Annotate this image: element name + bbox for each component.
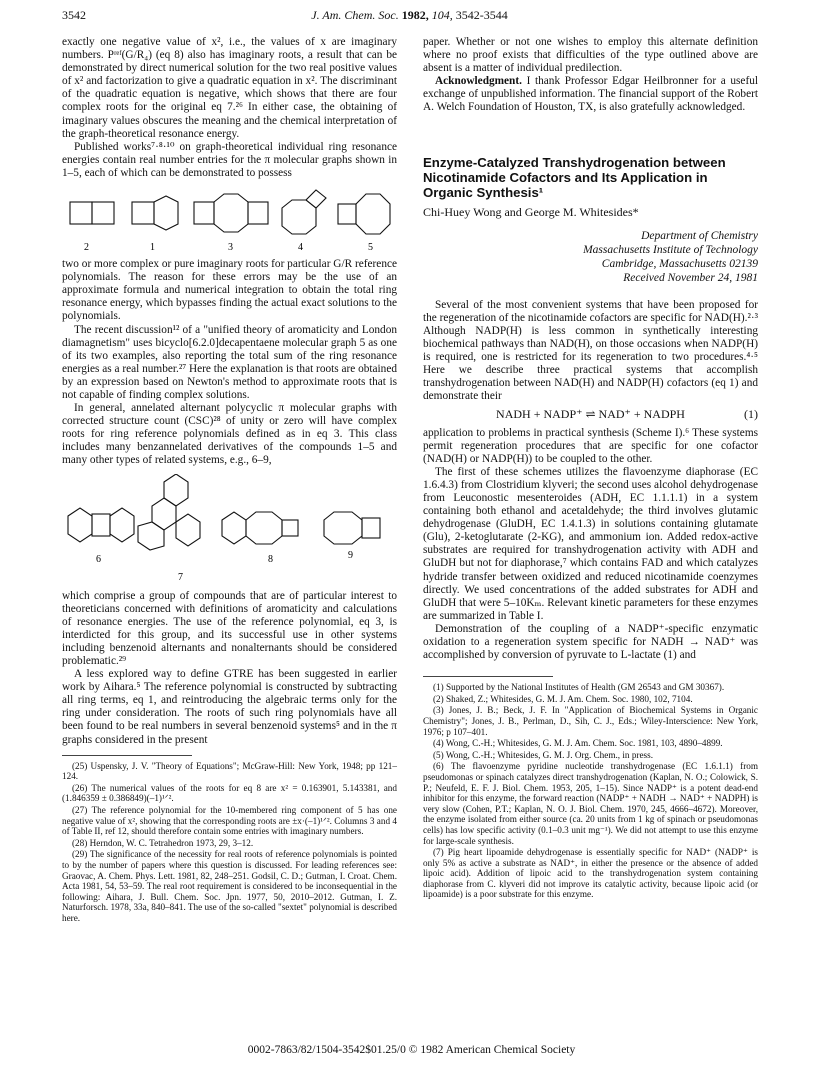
footnote: (25) Uspensky, J. V. "Theory of Equations"; McGraw-Hill: New York, 1948; pp 121–124. <box>62 760 397 782</box>
journal-citation <box>62 8 757 23</box>
paragraph: The recent discussion¹² of a "unified theory of aromaticity and London diamagnetism" uses bicyclo[6.2.0]decapentaene molecular graph 5 as one of its two examples, also reporting the total sum of the ring resonance energies as a real number.²⁷ Here the explanation is that roots are obtained by an expression based on Newton's method to approximate roots that is not capable of finding complex solutions. <box>62 323 397 401</box>
footnote: (6) The flavoenzyme pyridine nucleotide transhydrogenase (EC 1.6.1.1) from pseudomonas or spinach catalyzes direct transhydrogenation (Kaplan, N. O.; Colowick, S. P.; Neufeld, E. F. J. Biol. Chem. 1953, 205, 1–15). Since NADP⁺ is a potent dead-end inhibitor for this enzyme, the forward reaction (NADP⁺ + NADH → NAD⁺ + NADPH) is very slow (Cohen, P.T.; Kaplan, N. O. J. Biol. Chem. 1970, 245, 4666–4672). Moreover, the enzyme isolated from either source (ca. 20 units from 1 kg of spinach or pseudomonas cells) has low specific activity (0.1–0.3 unit mg⁻¹). We did not attempt to use this enzyme for large-scale synthesis. <box>423 761 758 846</box>
footnote: (1) Supported by the National Institutes of Health (GM 26543 and GM 30367). <box>433 682 725 693</box>
footnote: (28) Herndon, W. C. Tetrahedron 1973, 29, 3–12. <box>72 837 254 848</box>
footnote: (7) Pig heart lipoamide dehydrogenase is essentially specific for NAD⁺ (NADP⁺ is only 5% as active a substrate as NAD⁺, in either the presence or the absence of added lipoic acid). Addition of lipoic acid to the transhydrogenation system containing diaphorase from C. klyveri did not improve its catalytic activity, because lipoic acid (or lipoamide) is a poor substrate for this enzyme. <box>423 847 758 900</box>
journal-pages: 3542-3544 <box>455 8 508 22</box>
equation-1 <box>423 408 758 421</box>
acknowledgment-text: I thank Professor Edgar Heilbronner for a useful exchange of unpublished information. The financial support of the Robert A. Welch Foundation of Houston, TX, is also gratefully acknowledged. <box>423 75 759 114</box>
received-date: Received November 24, 1981 <box>623 271 758 284</box>
paragraph: In general, annelated alternant polycyclic π molecular graphs with corrected structure count (CSC)²⁸ of unity or zero will have complex roots for ring reference polynomials defined as in eq 3. This class includes many benzannelated derivatives of the compounds 1–5 and many other types of related systems, e.g., 6–9, <box>62 402 397 467</box>
page-footer: 0002-7863/82/1504-3542$01.25/0 © 1982 American Chemical Society <box>247 1044 576 1056</box>
footnote: (29) The significance of the necessity for real roots of reference polynomials is pointed to by the number of papers where this question is discussed. For leading references see: Graovac, A. Chem. Phys. Lett. 1981, 82, 248–251. Godsil, C. D.; Gutman, I. Croat. Chem. Acta 1981, 54, 53–59. The real root requirement is considered to be inconsequential in the following: Aihara, J. Bull. Chem. Soc. Jpn. 1977, 50, 2010–2012. Gutman, I. Z. Naturforsch. 1978, 33a, 840–841. The use of the so-called "sextet" polynomial is described here. <box>62 849 397 923</box>
affiliation <box>423 229 758 285</box>
footnote-rule <box>423 676 553 677</box>
mol-label: 2 <box>84 242 89 254</box>
paragraph: exactly one negative value of x², i.e., the values of x are imaginary numbers. Pʳᵉᶠ(G/R₄) (eq 8) also has imaginary roots, a result that can be demonstrated by direct numerical solution for the two real positive values of x² and factorization to give a quadratic equation in x². The discriminant of the quadratic equation is negative, which shows that there are four complex roots for the original eq 7.²⁶ In either case, the obtaining of imaginary values obscures the meaning and the chemical interpretation of the graph-theoretical resonance energy. <box>62 36 397 140</box>
footnote: (27) The reference polynomial for the 10-membered ring component of 5 has one negative value of x², showing that the corresponding roots are ±x·(–1)¹ᐟ². Columns 3 and 4 of Table II, ref 12, should therefore contain some entries with imaginary numbers. <box>62 805 397 837</box>
footnote-rule <box>62 755 192 756</box>
acknowledgment-label: Acknowledgment. <box>435 75 522 88</box>
footnotes-right <box>423 682 758 900</box>
article-title: Enzyme-Catalyzed Transhydrogenation between Nicotinamide Cofactors and Its Application in Organic Synthesis¹ <box>423 154 726 200</box>
affiliation-line: Massachusetts Institute of Technology <box>583 243 758 256</box>
footnote: (4) Wong, C.-H.; Whitesides, G. M. J. Am. Chem. Soc. 1981, 103, 4890–4899. <box>433 738 723 749</box>
paragraph: Published works⁷·⁸·¹⁰ on graph-theoretical individual ring resonance energies contain real number entries for the π molecular graphs shown in 1–5, each of which can be demonstrated to possess <box>62 140 397 179</box>
paragraph: Several of the most convenient systems that have been proposed for the regeneration of the nicotinamide cofactors are specific for NAD(H).²·³ Although NADP(H) is less common in synthetically interesting biochemical pathways than NAD(H), on those occasions when NADP(H) is required, one is restricted for its regeneration to two procedures.⁴·⁵ Here we describe three practical systems that accomplish transhydrogenation between NAD(H) and NADP(H) cofactors (eq 1) and demonstrate their <box>423 298 758 403</box>
footnote: (5) Wong, C.-H.; Whitesides, G. M. J. Org. Chem., in press. <box>433 749 654 760</box>
equation-text: NADH + NADP⁺ ⇌ NAD⁺ + NADPH <box>496 407 685 422</box>
mol-label: 8 <box>268 553 273 565</box>
mol-label: 3 <box>228 242 233 254</box>
mol-label: 6 <box>96 553 101 565</box>
journal-year: 1982, <box>401 8 429 22</box>
paragraph: Demonstration of the coupling of a NADP⁺-specific enzymatic oxidation to a regeneration system specific for NADH → NAD⁺ was accomplished by conversion of pyruvate to L-lactate (1) and <box>423 622 758 662</box>
paragraph: which comprise a group of compounds that are of particular interest to theoreticians concerned with definitions of aromaticity and calculations of resonance energies. The use of the reference polynomial, eq 3, is interdicted for this group, and its successful use in other systems including benzenoid alternants and nonalternants should be considered problematic.²⁹ <box>62 589 397 667</box>
footnote: (26) The numerical values of the roots for eq 8 are x² = 0.163901, 5.143381, and (1.846359 ± 0.386849)(–1)¹ᐟ². <box>62 782 397 804</box>
paragraph: The first of these schemes utilizes the flavoenzyme diaphorase (EC 1.6.4.3) from Clostridium klyveri; the second uses alcohol dehydrogenase from Leuconostic mesenteroides (ADH, EC 1.1.1.1) in a system containing both ethanol and acetaldehyde; the third involves glutamic dehydrogenase (GluDH, EC 1.4.1.3) in solutions containing glutamate (Glu), 2-ketoglutarate (2-KG), and ammonium ion. Added redox-active substrates are required for transhydrogenation activity with ADH and GluDH but not for diaphorase,⁷ which contains FAD and which catalyzes hydride transfer between oxidized and reduced nicotinamide coenzymes directly. We used concentrations of the added substrates for ADH and GluDH that were 5–10Kₘ. Relevant kinetic parameters for these enzymes are summarized in Table I. <box>423 465 758 622</box>
mol-label: 9 <box>348 549 353 561</box>
journal-volume: 104, <box>431 8 453 22</box>
mol-label: 4 <box>298 242 303 254</box>
mol-label: 7 <box>178 571 183 583</box>
footnote: (3) Jones, J. B.; Beck, J. F. In "Application of Biochemical Systems in Organic Chemistry"; Jones, J. B., Perlman, D., Sih, C. J., Eds.; Wiley-Interscience: New York, 1976; p 107–401. <box>423 705 758 737</box>
paragraph: application to problems in practical synthesis (Scheme I).⁶ These systems permit regeneration procedures that are specific for one cofactor (NAD(H) or NADP(H)) to be coupled to the other. <box>423 426 758 465</box>
molecular-graphs-6-9 <box>62 474 397 586</box>
article-authors: Chi-Huey Wong and George M. Whitesides* <box>423 204 639 219</box>
running-header <box>62 8 757 26</box>
molecular-graphs-1-5 <box>62 186 397 254</box>
mol-label: 5 <box>368 242 373 254</box>
journal-name: J. Am. Chem. Soc. <box>311 8 399 22</box>
acknowledgment <box>423 75 758 114</box>
left-column <box>62 36 397 925</box>
affiliation-line: Department of Chemistry <box>641 229 758 242</box>
footnotes-left <box>62 761 397 924</box>
mol-label: 1 <box>150 242 155 254</box>
paragraph: two or more complex or pure imaginary roots for particular G/R reference polynomials. The reason for these errors may be the use of an approximate formula and numerical integration to obtain the total ring resonance energy, which bypasses finding the actual exact solutions to the polynomials. <box>62 258 397 323</box>
equation-number: (1) <box>744 407 758 422</box>
right-column <box>423 36 758 901</box>
paragraph: A less explored way to define GTRE has been suggested in earlier work by Aihara.⁵ The reference polynomial is constructed by subtracting all ring terms, eq 1, and reintroducing the algebraic terms only for the ring under consideration. The roots of such ring polynomials have all been found to be real numbers in several benzenoid systems⁵ and in the π graphs considered in the present <box>62 668 397 746</box>
page-number: 3542 <box>62 8 86 22</box>
affiliation-line: Cambridge, Massachusetts 02139 <box>601 257 758 270</box>
paragraph: paper. Whether or not one wishes to employ this alternate definition where no proof exists that difficulties of the type outlined above are absent is a matter of individual predilection. <box>423 36 758 75</box>
footnote: (2) Shaked, Z.; Whitesides, G. M. J. Am. Chem. Soc. 1980, 102, 7104. <box>433 693 693 704</box>
